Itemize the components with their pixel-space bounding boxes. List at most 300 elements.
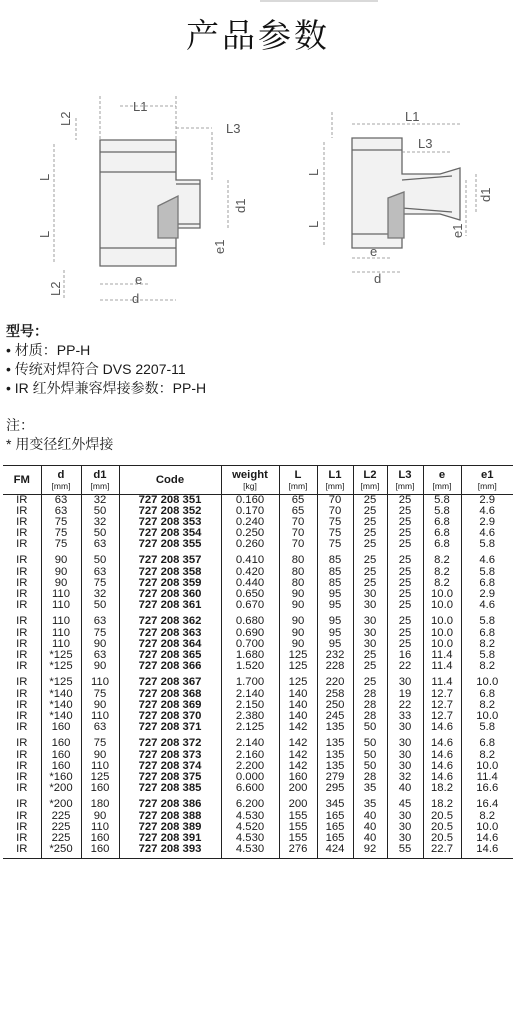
table-cell: 279	[317, 772, 353, 783]
table-cell: 110	[41, 589, 81, 600]
table-cell: 25	[387, 628, 423, 639]
table-cell: 4.6	[461, 528, 513, 539]
table-cell: 25	[387, 506, 423, 517]
table-cell: 0.000	[221, 772, 279, 783]
table-row	[3, 550, 513, 567]
table-cell: 727 208 357	[119, 550, 221, 567]
table-cell: 10.0	[461, 711, 513, 722]
table-cell: IR	[16, 749, 28, 761]
table-cell: 727 208 366	[119, 661, 221, 672]
info-item-material: • 材质：PP-H	[6, 342, 91, 358]
table-cell: IR	[16, 736, 28, 749]
table-cell: IR	[16, 627, 28, 639]
table-cell: 727 208 358	[119, 567, 221, 578]
table-cell: 30	[387, 733, 423, 750]
table-cell: 345	[317, 794, 353, 811]
table-cell: 90	[279, 628, 317, 639]
table-row	[3, 672, 513, 689]
table-cell: 35	[353, 794, 387, 811]
table-cell: 10.0	[423, 611, 461, 628]
table-cell: 2.380	[221, 711, 279, 722]
table-cell: *160	[41, 772, 81, 783]
table-cell: 18.2	[423, 783, 461, 794]
table-cell: 11.4	[423, 672, 461, 689]
table-cell: 95	[317, 600, 353, 611]
table-cell: 25	[387, 567, 423, 578]
table-cell: *250	[41, 844, 81, 859]
table-cell: 75	[317, 528, 353, 539]
table-cell: 25	[353, 661, 387, 672]
table-cell: 0.160	[221, 495, 279, 507]
table-cell: 16.4	[461, 794, 513, 811]
table-cell: 0.440	[221, 578, 279, 589]
table-cell: 20.5	[423, 833, 461, 844]
table-row	[3, 733, 513, 750]
table-cell: 0.250	[221, 528, 279, 539]
table-cell: 50	[81, 550, 119, 567]
table-cell: 6.8	[461, 578, 513, 589]
table-cell: 14.6	[461, 844, 513, 859]
table-cell: 22.7	[423, 844, 461, 859]
column-header-label: FM	[13, 474, 30, 486]
table-cell: 2.9	[461, 517, 513, 528]
table-cell: 1.700	[221, 672, 279, 689]
table-cell: 225	[41, 833, 81, 844]
table-cell: 276	[279, 844, 317, 859]
table-cell: 70	[279, 528, 317, 539]
table-cell: 20.5	[423, 822, 461, 833]
table-cell: 5.8	[461, 539, 513, 550]
table-cell: IR	[16, 797, 28, 810]
table-cell: 142	[279, 722, 317, 733]
table-cell: 2.140	[221, 689, 279, 700]
table-row	[3, 611, 513, 628]
table-cell: 14.6	[423, 722, 461, 733]
table-cell: 85	[317, 550, 353, 567]
table-cell: 4.6	[461, 550, 513, 567]
table-cell: *125	[41, 672, 81, 689]
table-cell: 135	[317, 761, 353, 772]
table-cell: 2.9	[461, 495, 513, 507]
table-cell: 727 208 359	[119, 578, 221, 589]
table-cell: 75	[317, 539, 353, 550]
table-cell: 63	[81, 539, 119, 550]
table-cell: 0.240	[221, 517, 279, 528]
table-cell: 30	[387, 833, 423, 844]
column-header-label: L3	[398, 469, 412, 481]
svg-text:L1: L1	[133, 99, 148, 114]
table-cell: 5.8	[461, 722, 513, 733]
table-cell: 25	[387, 495, 423, 507]
table-cell: 92	[353, 844, 387, 859]
table-cell: 5.8	[461, 650, 513, 661]
table-cell: 85	[317, 578, 353, 589]
table-cell: 727 208 353	[119, 517, 221, 528]
table-cell: 225	[41, 822, 81, 833]
top-divider	[260, 0, 378, 2]
table-cell: 25	[387, 600, 423, 611]
table-cell: 25	[353, 650, 387, 661]
table-cell: 727 208 361	[119, 600, 221, 611]
table-cell: 8.2	[423, 567, 461, 578]
table-cell: 727 208 371	[119, 722, 221, 733]
table-cell: 5.8	[423, 495, 461, 507]
table-cell: 80	[279, 567, 317, 578]
table-cell: 4.530	[221, 844, 279, 859]
table-cell: 25	[353, 517, 387, 528]
table-cell: 295	[317, 783, 353, 794]
table-cell: 135	[317, 722, 353, 733]
table-cell: 727 208 374	[119, 761, 221, 772]
table-cell: 6.8	[423, 517, 461, 528]
table-row	[3, 844, 513, 859]
table-cell: 2.200	[221, 761, 279, 772]
table-cell: IR	[3, 844, 41, 859]
table-cell: 10.0	[461, 672, 513, 689]
table-cell: 727 208 364	[119, 639, 221, 650]
table-cell: 50	[81, 528, 119, 539]
table-cell: 25	[353, 550, 387, 567]
table-cell: 75	[81, 628, 119, 639]
table-cell: 40	[387, 783, 423, 794]
table-cell: 225	[41, 811, 81, 822]
table-cell: 25	[353, 495, 387, 507]
column-header-label: L1	[328, 469, 342, 481]
table-cell: 135	[317, 750, 353, 761]
table-cell: 4.530	[221, 833, 279, 844]
table-cell: 32	[81, 517, 119, 528]
table-cell: 5.8	[423, 506, 461, 517]
table-cell: 727 208 362	[119, 611, 221, 628]
table-cell: IR	[16, 675, 28, 688]
table-cell: 8.2	[423, 550, 461, 567]
table-row	[3, 794, 513, 811]
table-cell: IR	[16, 614, 28, 627]
table-cell: 2.125	[221, 722, 279, 733]
table-cell: 75	[81, 733, 119, 750]
table-cell: 110	[41, 600, 81, 611]
table-cell: 142	[279, 761, 317, 772]
table-cell: *125	[41, 661, 81, 672]
table-cell: IR	[16, 553, 28, 566]
table-cell: 8.2	[461, 811, 513, 822]
table-cell: 63	[81, 611, 119, 628]
table-cell: 2.140	[221, 733, 279, 750]
table-cell: 11.4	[423, 661, 461, 672]
table-cell: 727 208 363	[119, 628, 221, 639]
table-cell: 0.170	[221, 506, 279, 517]
table-cell: 6.8	[423, 539, 461, 550]
table-cell: 1.680	[221, 650, 279, 661]
table-cell: 30	[353, 600, 387, 611]
svg-text:L3: L3	[418, 136, 433, 151]
tee-drawing-left	[37, 96, 248, 306]
table-cell: 50	[81, 600, 119, 611]
table-cell: 125	[279, 672, 317, 689]
table-cell: 727 208 369	[119, 700, 221, 711]
table-cell: 22	[387, 700, 423, 711]
table-cell: 75	[41, 517, 81, 528]
table-cell: IR	[16, 527, 28, 539]
table-cell: 90	[81, 639, 119, 650]
table-cell: 10.0	[461, 761, 513, 772]
column-header	[317, 466, 353, 495]
table-cell: 5.8	[461, 611, 513, 628]
table-cell: 25	[387, 589, 423, 600]
table-cell: 0.420	[221, 567, 279, 578]
table-cell: 30	[353, 589, 387, 600]
table-cell: 4.6	[461, 600, 513, 611]
table-cell: 50	[353, 750, 387, 761]
info-item-butt-weld: • 传统对焊符合 DVS 2207-11	[6, 361, 186, 377]
table-cell: 727 208 351	[119, 495, 221, 507]
table-cell: 727 208 375	[119, 772, 221, 783]
column-header-label: e	[438, 469, 446, 481]
table-cell: 63	[81, 722, 119, 733]
column-header-unit: [kg]	[243, 481, 257, 491]
table-cell: IR	[16, 638, 28, 650]
table-cell: 8.2	[461, 661, 513, 672]
table-cell: 125	[81, 772, 119, 783]
table-cell: 25	[387, 611, 423, 628]
column-header	[353, 466, 387, 495]
table-cell: IR	[16, 688, 28, 700]
column-header-label: d	[57, 469, 65, 481]
table-cell: 160	[279, 772, 317, 783]
table-cell: IR	[16, 505, 28, 517]
table-cell: 75	[41, 528, 81, 539]
table-cell: 8.2	[461, 639, 513, 650]
table-cell: 30	[353, 628, 387, 639]
table-cell: 110	[41, 628, 81, 639]
table-cell: 8.2	[461, 750, 513, 761]
table-cell: 70	[317, 506, 353, 517]
table-cell: 14.6	[423, 733, 461, 750]
table-cell: 45	[387, 794, 423, 811]
table-cell: 110	[81, 672, 119, 689]
table-cell: IR	[16, 710, 28, 722]
column-header-unit: [mm]	[325, 481, 345, 491]
column-header	[41, 466, 81, 495]
note-section	[6, 416, 113, 454]
table-cell: 19	[387, 689, 423, 700]
table-cell: 6.8	[461, 628, 513, 639]
table-cell: 5.8	[461, 567, 513, 578]
table-cell: 6.8	[423, 528, 461, 539]
table-cell: IR	[16, 516, 28, 528]
table-cell: IR	[16, 577, 28, 589]
table-row	[3, 661, 513, 672]
table-cell: 10.0	[423, 628, 461, 639]
table-cell: *200	[41, 783, 81, 794]
table-cell: 16.6	[461, 783, 513, 794]
table-cell: 95	[317, 639, 353, 650]
table-cell: 85	[317, 567, 353, 578]
table-cell: 90	[41, 578, 81, 589]
table-cell: 90	[279, 589, 317, 600]
table-cell: 75	[317, 517, 353, 528]
table-cell: 28	[353, 700, 387, 711]
table-cell: 32	[81, 495, 119, 507]
table-cell: 55	[387, 844, 423, 859]
info-item-ir-weld: • IR 红外焊兼容焊接参数：PP-H	[6, 380, 207, 396]
table-cell: 160	[41, 761, 81, 772]
table-cell: 22	[387, 661, 423, 672]
table-cell: 727 208 373	[119, 750, 221, 761]
table-cell: 140	[279, 700, 317, 711]
table-cell: IR	[16, 538, 28, 550]
table-cell: 25	[387, 578, 423, 589]
table-cell: 30	[387, 750, 423, 761]
table-cell: *140	[41, 711, 81, 722]
table-cell: 95	[317, 628, 353, 639]
model-info	[6, 322, 506, 398]
table-cell: 20.5	[423, 811, 461, 822]
table-cell: 727 208 388	[119, 811, 221, 822]
svg-text:L: L	[306, 168, 321, 176]
table-cell: 228	[317, 661, 353, 672]
table-cell: 35	[353, 783, 387, 794]
table-cell: IR	[16, 588, 28, 600]
table-cell: *200	[41, 794, 81, 811]
table-cell: 160	[81, 783, 119, 794]
table-cell: 6.600	[221, 783, 279, 794]
table-cell: 50	[353, 722, 387, 733]
table-row	[3, 722, 513, 733]
table-cell: 90	[279, 639, 317, 650]
table-cell: 25	[353, 528, 387, 539]
table-cell: IR	[16, 660, 28, 672]
table-cell: 2.150	[221, 700, 279, 711]
svg-text:d: d	[132, 291, 140, 306]
table-cell: 727 208 386	[119, 794, 221, 811]
table-cell: IR	[16, 721, 28, 733]
table-cell: 160	[41, 733, 81, 750]
table-cell: 0.650	[221, 589, 279, 600]
table-cell: 2.160	[221, 750, 279, 761]
table-cell: IR	[16, 566, 28, 578]
table-cell: 32	[387, 772, 423, 783]
page-title: 产品参数	[186, 16, 330, 55]
table-cell: 250	[317, 700, 353, 711]
table-header-row	[3, 466, 513, 495]
svg-text:e: e	[370, 244, 378, 259]
svg-text:e1: e1	[212, 239, 227, 254]
table-cell: 232	[317, 650, 353, 661]
table-cell: 90	[279, 600, 317, 611]
column-header-unit: [mm]	[395, 481, 415, 491]
table-cell: 160	[81, 833, 119, 844]
column-header-label: L2	[363, 469, 377, 481]
table-cell: 8.2	[423, 578, 461, 589]
table-cell: 25	[387, 528, 423, 539]
table-cell: 30	[387, 722, 423, 733]
table-cell: 140	[279, 689, 317, 700]
table-cell: 80	[279, 578, 317, 589]
table-cell: IR	[16, 821, 28, 833]
table-body	[3, 495, 513, 859]
table-cell: IR	[16, 599, 28, 611]
table-cell: IR	[16, 760, 28, 772]
table-cell: 10.0	[423, 639, 461, 650]
table-cell: 40	[353, 811, 387, 822]
table-cell: *125	[41, 650, 81, 661]
table-cell: 727 208 370	[119, 711, 221, 722]
note-label: 注：	[6, 417, 34, 433]
table-cell: 110	[81, 761, 119, 772]
table-cell: 75	[81, 578, 119, 589]
svg-text:L: L	[37, 230, 52, 238]
table-cell: 4.520	[221, 822, 279, 833]
table-cell: 18.2	[423, 794, 461, 811]
column-header	[221, 466, 279, 495]
svg-text:e1: e1	[450, 223, 465, 238]
table-cell: IR	[16, 771, 28, 783]
column-header	[119, 466, 221, 495]
note-text: * 用变径红外焊接	[6, 436, 114, 452]
table-cell: 220	[317, 672, 353, 689]
table-cell: 25	[353, 567, 387, 578]
table-cell: 12.7	[423, 689, 461, 700]
table-cell: 90	[279, 611, 317, 628]
table-cell: 155	[279, 822, 317, 833]
table-cell: 14.6	[461, 833, 513, 844]
table-cell: 155	[279, 811, 317, 822]
table-cell: 40	[353, 822, 387, 833]
table-cell: 200	[279, 783, 317, 794]
table-cell: 727 208 372	[119, 733, 221, 750]
table-cell: 727 208 354	[119, 528, 221, 539]
svg-text:L: L	[37, 173, 52, 181]
table-cell: 30	[387, 761, 423, 772]
table-cell: 90	[81, 750, 119, 761]
table-cell: 727 208 368	[119, 689, 221, 700]
svg-text:e: e	[135, 272, 143, 287]
table-cell: 16	[387, 650, 423, 661]
table-cell: 28	[353, 689, 387, 700]
table-cell: 75	[41, 539, 81, 550]
table-cell: 10.0	[461, 822, 513, 833]
table-cell: 245	[317, 711, 353, 722]
table-cell: 25	[387, 539, 423, 550]
table-cell: 142	[279, 750, 317, 761]
table-cell: 25	[387, 639, 423, 650]
table-cell: *140	[41, 689, 81, 700]
table-cell: 142	[279, 733, 317, 750]
table-cell: 6.8	[461, 733, 513, 750]
table-cell: 160	[41, 750, 81, 761]
table-cell: 110	[41, 611, 81, 628]
svg-text:d1: d1	[233, 198, 248, 213]
table-cell: 95	[317, 611, 353, 628]
table-cell: IR	[16, 649, 28, 661]
table-cell: 30	[387, 672, 423, 689]
table-cell: 727 208 355	[119, 539, 221, 550]
table-cell: IR	[16, 810, 28, 822]
table-cell: 90	[41, 567, 81, 578]
table-cell: 727 208 367	[119, 672, 221, 689]
table-cell: 12.7	[423, 700, 461, 711]
table-cell: 165	[317, 822, 353, 833]
table-cell: 0.410	[221, 550, 279, 567]
table-cell: 165	[317, 833, 353, 844]
table-cell: 165	[317, 811, 353, 822]
table-cell: 135	[317, 733, 353, 750]
table-cell: 6.200	[221, 794, 279, 811]
column-header-unit: [mm]	[90, 481, 110, 491]
table-cell: 63	[41, 506, 81, 517]
technical-drawing	[0, 88, 516, 324]
